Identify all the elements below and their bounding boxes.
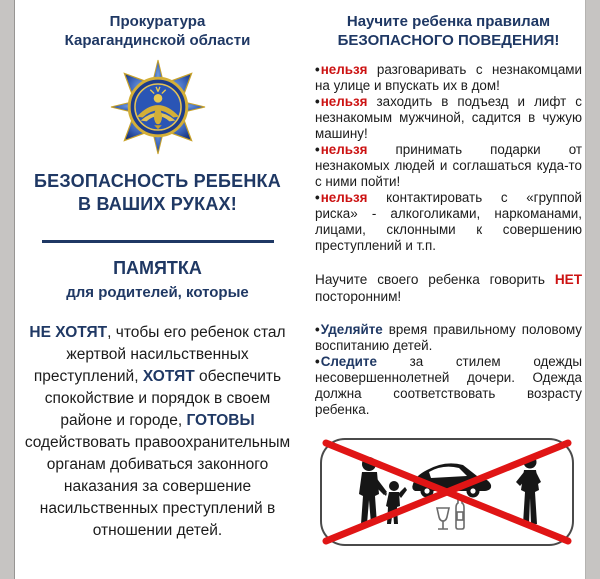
rule-text: принимать подарки от незнакомых людей и соглашаться куда-то с ними пойти! xyxy=(315,142,582,189)
bullet-dot: • xyxy=(315,62,320,77)
scan-edge-left xyxy=(0,0,15,579)
keyword-nelzya: нельзя xyxy=(320,62,368,77)
advice-item-clothing xyxy=(315,354,582,418)
say-no-before: Научите своего ребенка говорить xyxy=(315,272,555,287)
rule-item-entrance-lift xyxy=(315,94,582,142)
org-line-2: Карагандинской области xyxy=(64,32,251,49)
bullet-dot: • xyxy=(315,190,320,205)
org-line-1: Прокуратура xyxy=(109,13,206,30)
keyword-udelyayte: Уделяйте xyxy=(320,322,383,337)
rules-heading-line-1: Научите ребенка правилам xyxy=(346,13,551,30)
keyword-hotyat: ХОТЯТ xyxy=(142,368,195,385)
text-after-hotyat: обеспечить спокойствие и порядок в своем районе и городе, xyxy=(44,368,282,429)
rule-item-gifts xyxy=(315,142,582,190)
keyword-nelzya: нельзя xyxy=(320,190,368,205)
prosecutor-emblem-icon xyxy=(110,59,206,155)
keyword-ne-hotyat: НЕ ХОТЯТ xyxy=(29,324,108,341)
rule-text: заходить в подъезд и лифт с незнакомым мужчиной, садится в чужую машину! xyxy=(315,94,582,141)
say-no-paragraph xyxy=(315,271,582,305)
keyword-net: НЕТ xyxy=(554,272,582,287)
page-title xyxy=(22,170,293,216)
prohibition-sign xyxy=(317,432,579,554)
rules-heading xyxy=(315,12,582,50)
rule-item-strangers xyxy=(315,62,582,94)
advice-text: время правильному половому воспитанию детей. xyxy=(315,322,582,353)
bullet-dot: • xyxy=(315,354,320,369)
organization-name xyxy=(22,12,293,50)
say-no-after: посторонним! xyxy=(315,289,402,304)
text-after-ne-hotyat: , чтобы его ребенок стал жертвой насильственных преступлений, xyxy=(33,324,286,385)
advice-list xyxy=(315,322,582,418)
keyword-nelzya: нельзя xyxy=(320,142,368,157)
rule-item-risk-group xyxy=(315,190,582,254)
keyword-gotovy: ГОТОВЫ xyxy=(186,412,255,429)
prohibition-rules-list xyxy=(315,62,582,254)
title-line-2: В ВАШИХ РУКАХ! xyxy=(78,194,237,214)
rule-text: разговаривать с незнакомцами на улице и впускать их в дом! xyxy=(315,62,582,93)
memo-title: ПАМЯТКА xyxy=(113,258,202,278)
scan-edge-right xyxy=(585,0,600,579)
advice-text: за стилем одежды несовершеннолетней дочери. Одежда должна соответствовать возрасту ребенка. xyxy=(315,354,582,417)
divider-line xyxy=(42,240,274,243)
right-column xyxy=(303,0,584,579)
parents-description-paragraph xyxy=(22,322,293,542)
rule-text: контактировать с «группой риска» - алкоголиками, наркоманами, лицами, склонными к совершению преступлений и т.п. xyxy=(315,190,582,253)
leaflet-content xyxy=(16,0,584,579)
bullet-dot: • xyxy=(315,142,320,157)
bullet-dot: • xyxy=(315,94,320,109)
keyword-nelzya: нельзя xyxy=(320,94,368,109)
bullet-dot: • xyxy=(315,322,320,337)
text-after-gotovy: содействовать правоохранительным органам добиваться законного наказания за совершение насильственных преступлений в отношении детей. xyxy=(24,434,291,539)
keyword-sledite: Следите xyxy=(320,354,377,369)
left-column xyxy=(16,0,303,579)
title-line-1: БЕЗОПАСНОСТЬ РЕБЕНКА xyxy=(34,171,281,191)
rules-heading-line-2: БЕЗОПАСНОГО ПОВЕДЕНИЯ! xyxy=(337,32,560,49)
advice-item-upbringing xyxy=(315,322,582,354)
memo-subtitle: для родителей, которые xyxy=(66,284,249,301)
